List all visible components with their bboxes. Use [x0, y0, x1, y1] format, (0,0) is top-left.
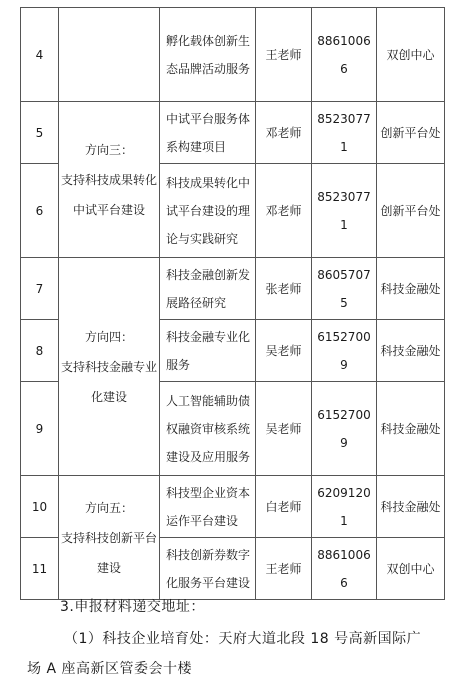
dept-cell: 创新平台处: [377, 102, 445, 164]
phone-cell: 8861006 6: [312, 8, 377, 102]
address-line-2: 场 A 座高新区管委会十楼: [27, 661, 192, 677]
project-cell: 中试平台服务体 系构建项目: [160, 102, 256, 164]
dept-cell: 创新平台处: [377, 164, 445, 258]
project-cell: 科技金融专业化 服务: [160, 320, 256, 382]
row-number: 8: [21, 320, 59, 382]
table-row: [21, 258, 445, 320]
teacher-cell: 邓老师: [256, 102, 312, 164]
dept-cell: 双创中心: [377, 538, 445, 600]
teacher-cell: 邓老师: [256, 164, 312, 258]
row-number: 7: [21, 258, 59, 320]
project-cell: 科技型企业资本 运作平台建设: [160, 476, 256, 538]
direction-four-cell: 方向四： 支持科技金融专业 化建设: [59, 258, 160, 476]
dept-cell: 科技金融处: [377, 320, 445, 382]
direction-three-cell: 方向三： 支持科技成果转化 中试平台建设: [59, 102, 160, 258]
project-table: [20, 7, 445, 600]
direction-five-cell: 方向五： 支持科技创新平台 建设: [59, 476, 160, 600]
table-row: [21, 8, 445, 102]
teacher-cell: 吴老师: [256, 320, 312, 382]
teacher-cell: 吴老师: [256, 382, 312, 476]
row-number: 11: [21, 538, 59, 600]
address-heading: 3.申报材料递交地址：: [60, 599, 205, 615]
phone-cell: 6152700 9: [312, 320, 377, 382]
dept-cell: 科技金融处: [377, 258, 445, 320]
direction-cell: [59, 8, 160, 102]
table-row: [21, 102, 445, 164]
phone-cell: 6152700 9: [312, 382, 377, 476]
teacher-cell: 张老师: [256, 258, 312, 320]
phone-cell: 8605707 5: [312, 258, 377, 320]
row-number: 10: [21, 476, 59, 538]
phone-cell: 8861006 6: [312, 538, 377, 600]
project-cell: 科技金融创新发 展路径研究: [160, 258, 256, 320]
row-number: 5: [21, 102, 59, 164]
row-number: 6: [21, 164, 59, 258]
phone-cell: 8523077 1: [312, 102, 377, 164]
project-cell: 科技成果转化中 试平台建设的理 论与实践研究: [160, 164, 256, 258]
dept-cell: 科技金融处: [377, 476, 445, 538]
dept-cell: 科技金融处: [377, 382, 445, 476]
phone-cell: 6209120 1: [312, 476, 377, 538]
dept-cell: 双创中心: [377, 8, 445, 102]
row-number: 9: [21, 382, 59, 476]
teacher-cell: 白老师: [256, 476, 312, 538]
project-cell: 科技创新券数字 化服务平台建设: [160, 538, 256, 600]
project-cell: 人工智能辅助债 权融资审核系统 建设及应用服务: [160, 382, 256, 476]
teacher-cell: 王老师: [256, 8, 312, 102]
teacher-cell: 王老师: [256, 538, 312, 600]
table-row: [21, 476, 445, 538]
address-line-1: （1）科技企业培育处：天府大道北段 18 号高新国际广: [64, 631, 422, 647]
row-number: 4: [21, 8, 59, 102]
phone-cell: 8523077 1: [312, 164, 377, 258]
project-cell: 孵化载体创新生 态品牌活动服务: [160, 8, 256, 102]
